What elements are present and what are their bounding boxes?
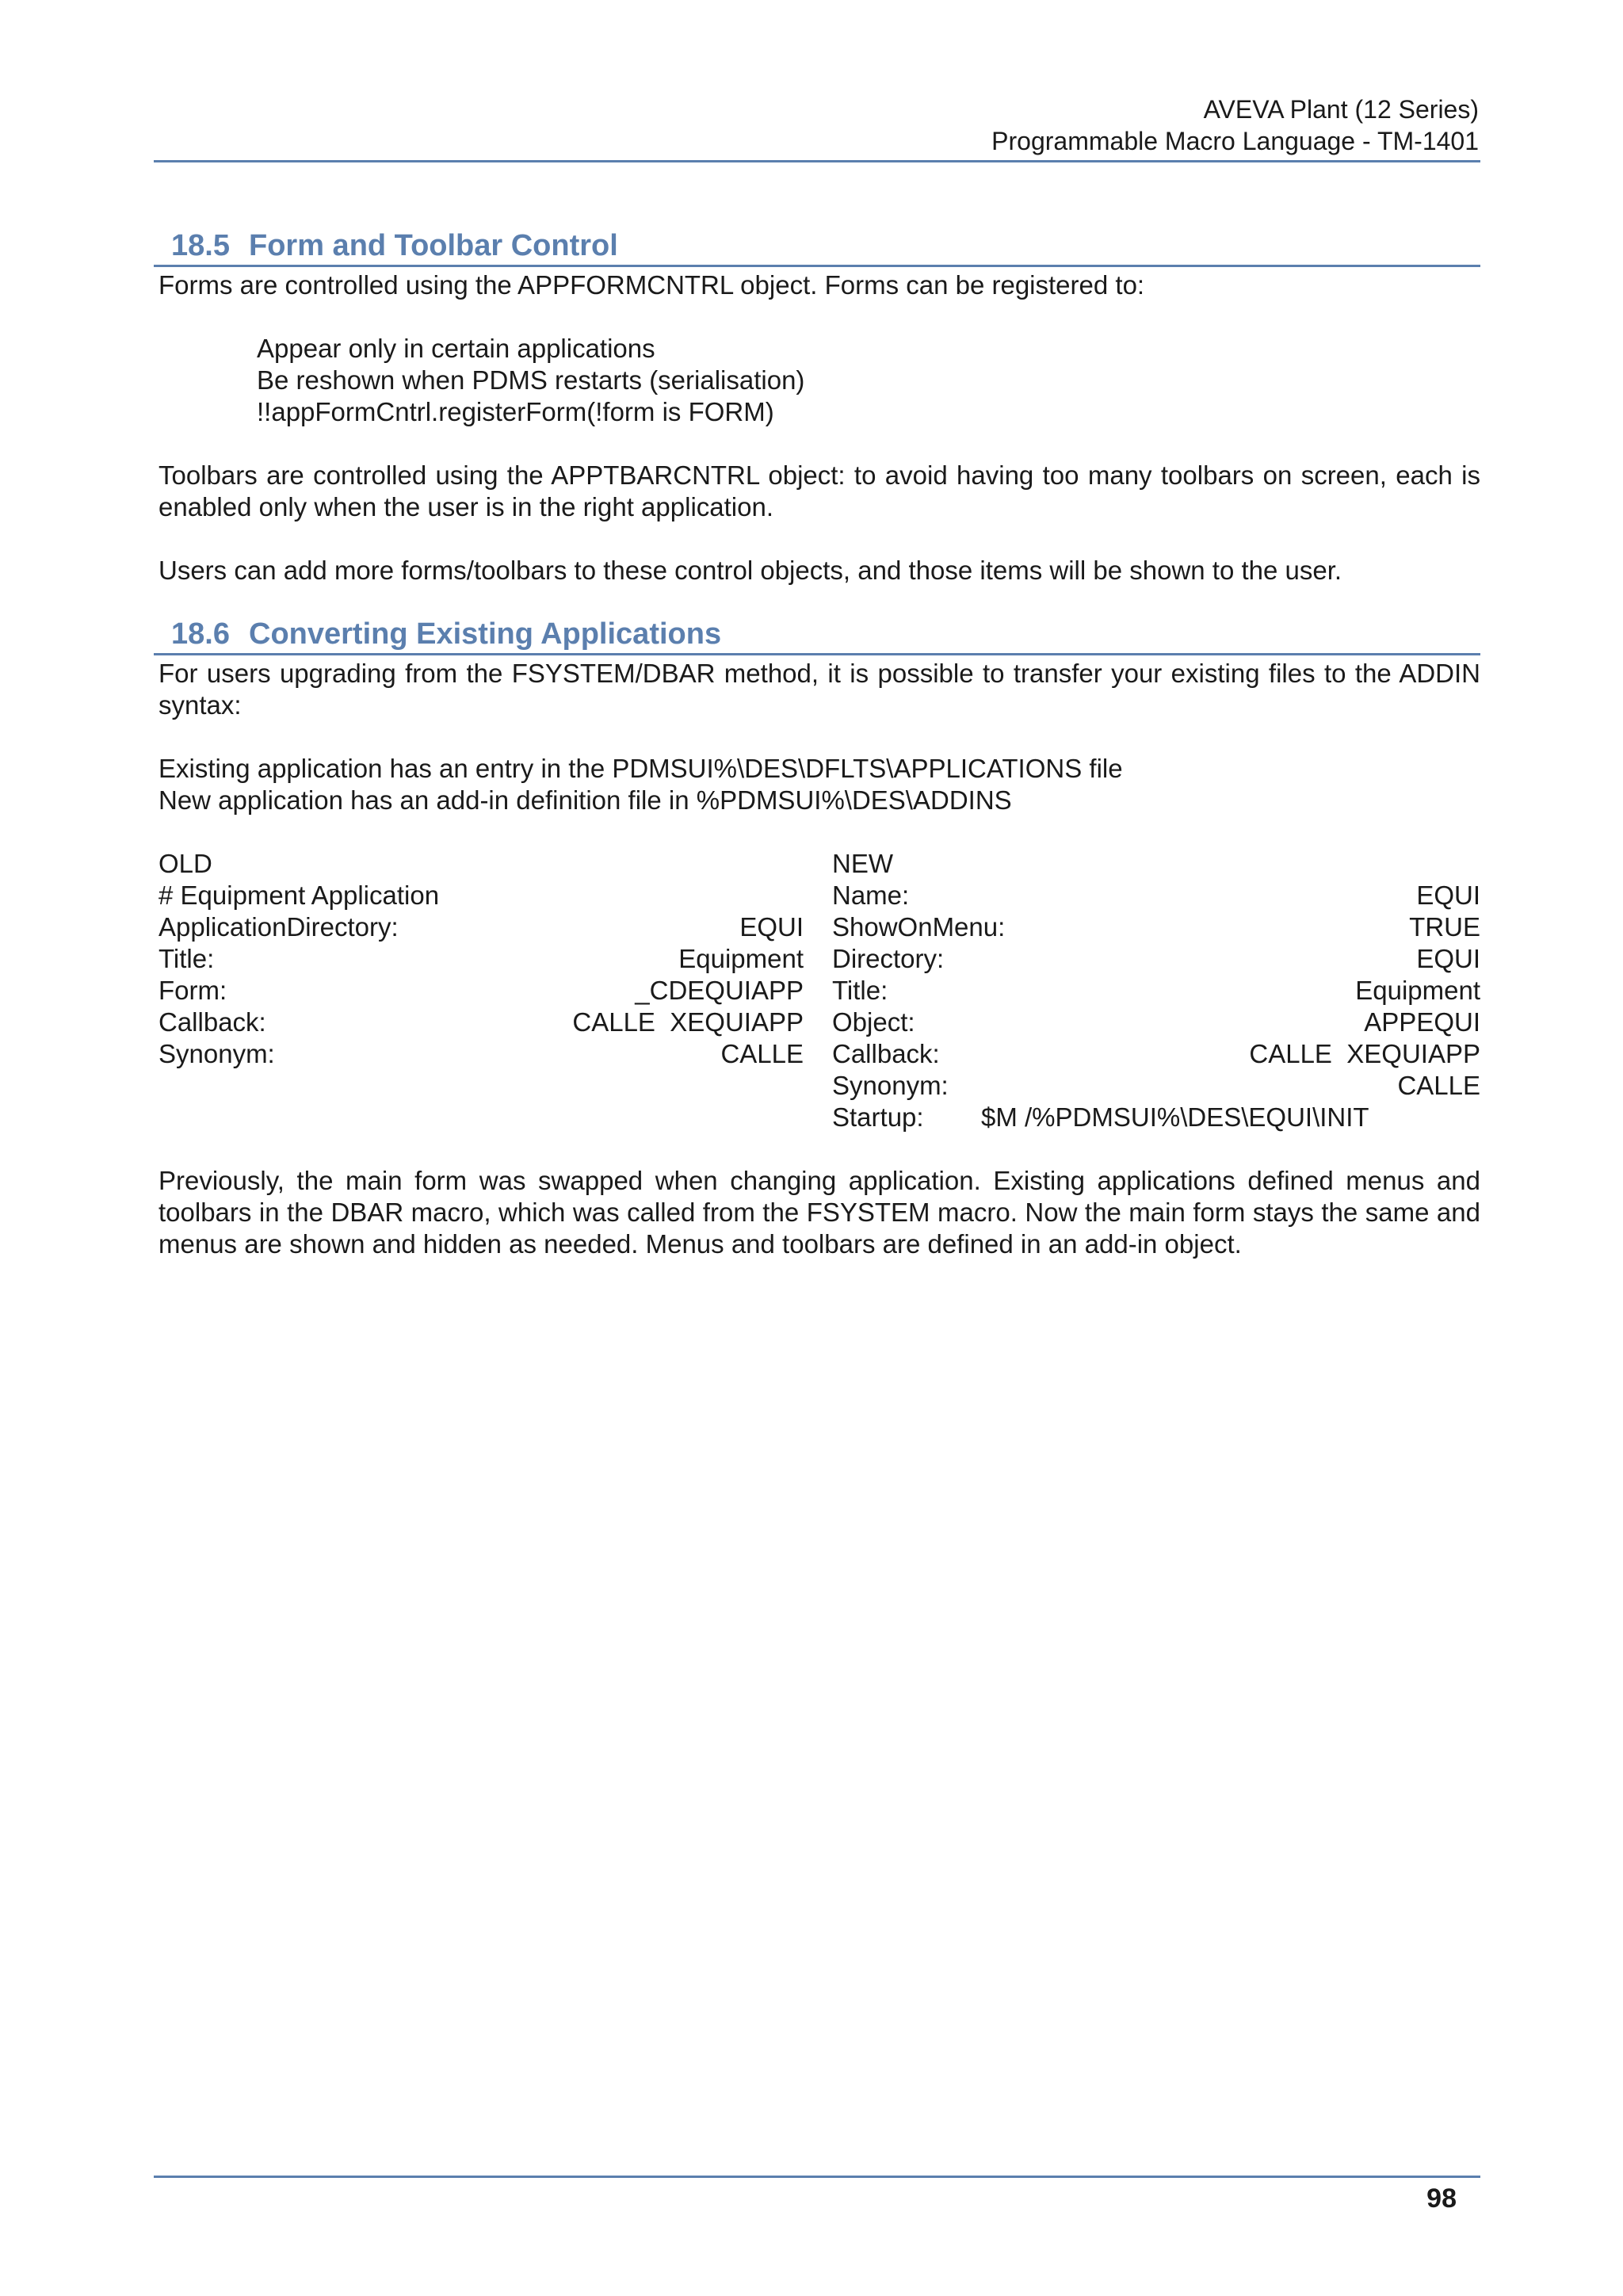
definition-key: ShowOnMenu: xyxy=(832,912,1006,942)
definition-key: Synonym: xyxy=(832,1071,949,1100)
definition-row xyxy=(158,911,804,943)
paragraph-line: Existing application has an entry in the PDMSUI%\DES\DFLTS\APPLICATIONS file xyxy=(158,754,1123,783)
definition-value: CALLE xyxy=(720,1039,804,1068)
definition-key: Form: xyxy=(158,976,227,1005)
list-item: Appear only in certain applications xyxy=(257,334,655,363)
definition-key: Callback: xyxy=(832,1039,940,1068)
definition-row xyxy=(832,943,1480,975)
section-title: Form and Toolbar Control xyxy=(249,229,618,262)
definition-row xyxy=(158,1038,804,1070)
header-divider xyxy=(154,160,1480,162)
definition-row xyxy=(832,1007,1480,1038)
paragraph-line: New application has an add-in definition file in %PDMSUI%\DES\ADDINS xyxy=(158,785,1012,815)
definition-value: CALLE XEQUIAPP xyxy=(572,1007,804,1037)
paragraph: Users can add more forms/toolbars to these control objects, and those items will be shown to the user. xyxy=(158,556,1342,585)
definition-key: ApplicationDirectory: xyxy=(158,912,399,942)
definition-value: $M /%PDMSUI%\DES\EQUI\INIT xyxy=(981,1102,1369,1132)
definition-row xyxy=(832,1038,1480,1070)
paragraph: Previously, the main form was swapped when changing application. Existing applications defined menus and toolbars in the DBAR macro, which was called from the FSYSTEM macro. Now the main form stays the same and menus are shown and hidden as needed. Menus and toolbars are defined in an add-in object. xyxy=(158,1166,1480,1259)
definition-row xyxy=(158,1007,804,1038)
new-heading: NEW xyxy=(832,849,893,878)
old-heading: OLD xyxy=(158,849,212,878)
definition-row xyxy=(832,1070,1480,1102)
page-header xyxy=(991,94,1479,157)
old-comment: # Equipment Application xyxy=(158,881,440,910)
page-number: 98 xyxy=(1426,2183,1457,2214)
definition-value: EQUI xyxy=(1416,944,1480,973)
definition-row xyxy=(832,975,1480,1007)
header-course: Programmable Macro Language - TM-1401 xyxy=(991,127,1479,155)
section-title: Converting Existing Applications xyxy=(249,617,722,651)
definition-key: Title: xyxy=(832,976,888,1005)
definition-value: _CDEQUIAPP xyxy=(635,976,804,1005)
definition-key: Name: xyxy=(832,881,910,910)
list-item: !!appFormCntrl.registerForm(!form is FORM) xyxy=(257,397,774,426)
footer-divider xyxy=(154,2176,1480,2178)
paragraph: For users upgrading from the FSYSTEM/DBAR method, it is possible to transfer your existing files to the ADDIN syntax: xyxy=(158,659,1480,720)
definition-key: Directory: xyxy=(832,944,945,973)
definition-key: Synonym: xyxy=(158,1039,275,1068)
definition-value: EQUI xyxy=(1416,881,1480,910)
section-heading-18-5 xyxy=(154,227,1480,267)
definition-row xyxy=(832,911,1480,943)
section-heading-18-6 xyxy=(154,615,1480,655)
paragraph: Toolbars are controlled using the APPTBARCNTRL object: to avoid having too many toolbars on screen, each is enabled only when the user is in the right application. xyxy=(158,460,1480,521)
definition-value: CALLE XEQUIAPP xyxy=(1249,1039,1480,1068)
definition-key: Callback: xyxy=(158,1007,266,1037)
definition-key: Startup: xyxy=(832,1102,924,1132)
section-number: 18.5 xyxy=(171,229,230,262)
definition-value: Equipment xyxy=(678,944,804,973)
definition-value: Equipment xyxy=(1355,976,1480,1005)
paragraph: Forms are controlled using the APPFORMCNTRL object. Forms can be registered to: xyxy=(158,270,1145,300)
definition-value: TRUE xyxy=(1409,912,1480,942)
definition-row xyxy=(832,880,1480,911)
header-product: AVEVA Plant (12 Series) xyxy=(1203,95,1479,124)
definition-value: CALLE xyxy=(1397,1071,1480,1100)
list-item: Be reshown when PDMS restarts (serialisation) xyxy=(257,365,805,395)
definition-row xyxy=(158,943,804,975)
definition-key: Object: xyxy=(832,1007,915,1037)
definition-key: Title: xyxy=(158,944,215,973)
definition-row xyxy=(832,1102,1480,1133)
section-number: 18.6 xyxy=(171,617,230,651)
definition-value: EQUI xyxy=(739,912,804,942)
definition-row xyxy=(158,975,804,1007)
definition-value: APPEQUI xyxy=(1364,1007,1480,1037)
